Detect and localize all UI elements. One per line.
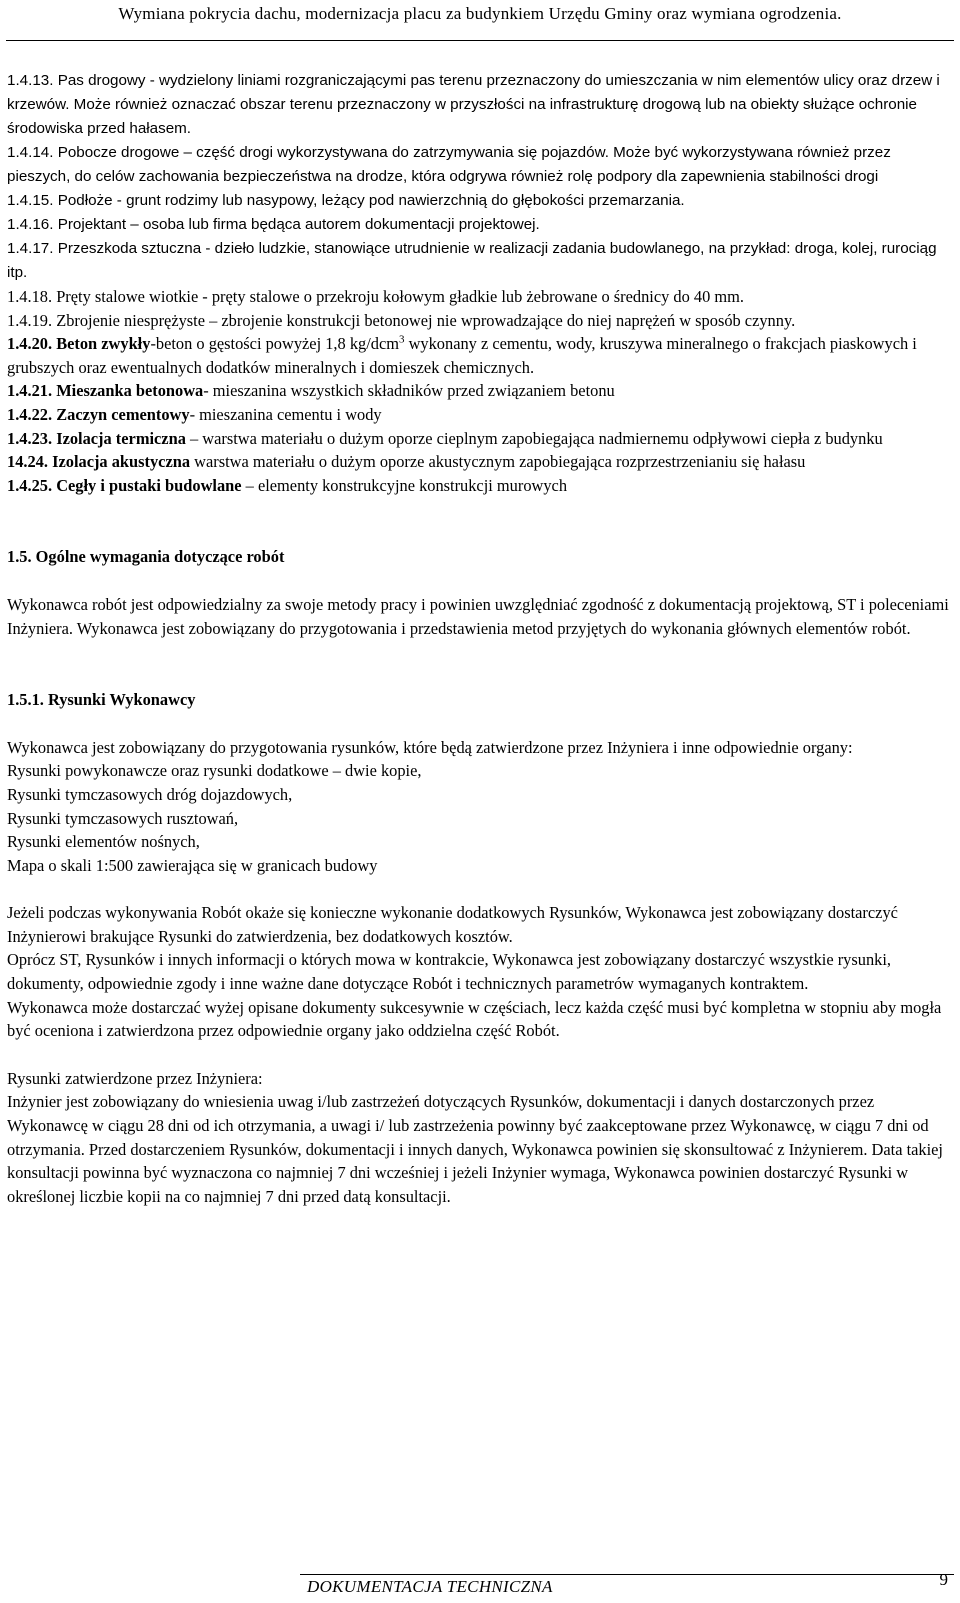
def-term: Izolacja akustyczna <box>52 452 191 472</box>
def-text: warstwa materiału o dużym oporze akustycznym zapobiegająca rozprzestrzenianiu się hałasu <box>190 452 806 472</box>
def-term: Mieszanka betonowa <box>56 381 204 401</box>
definition-14-24 <box>7 450 953 474</box>
header-rule <box>6 40 954 41</box>
def-number: 1.4.18. <box>7 287 53 306</box>
paragraph-additional-drawings: Jeżeli podczas wykonywania Robót okaże się konieczne wykonanie dodatkowych Rysunków, Wykonawca jest zobowiązany dostarczyć Inżynierowi brakujące Rysunki do zatwierdzenia, bez dodatkowych kosztów. <box>7 903 898 946</box>
def-number: 1.4.20. <box>7 334 53 354</box>
def-text: Pas drogowy - wydzielony liniami rozgraniczającymi pas terenu przeznaczony do umieszczania w nim elementów ulicy oraz drzew i krzewów. Może również oznaczać obszar terenu przeznaczony w przyszłości na infrastrukturę drogową lub na obiekty służące ochronie środowiska przed hałasem. <box>7 72 940 137</box>
definition-1-4-16 <box>7 213 953 237</box>
page-number: 9 <box>939 1570 948 1589</box>
def-text: – elementy konstrukcyjne konstrukcji murowych <box>241 475 568 495</box>
def-number: 1.4.23. <box>7 428 53 448</box>
drawings-list-item: Rysunki elementów nośnych, <box>7 832 200 852</box>
paragraph-documents: Oprócz ST, Rysunków i innych informacji o których mowa w kontrakcie, Wykonawca jest zobowiązany dostarczyć wszystkie rysunki, dokumenty, odpowiednie zgody i inne ważne dane dotyczące Robót i technicznych parametrów wymaganych kontraktem. <box>7 950 891 994</box>
drawings-intro: Wykonawca jest zobowiązany do przygotowania rysunków, które będą zatwierdzone przez Inżyniera i inne odpowiednie organy: <box>7 737 853 757</box>
def-number: 1.4.21. <box>7 381 53 401</box>
def-number: 1.4.13. <box>7 72 54 89</box>
drawings-list-item: Rysunki tymczasowych rusztowań, <box>7 808 239 828</box>
def-term: Izolacja termiczna <box>56 428 186 448</box>
definition-1-4-20 <box>7 332 953 379</box>
definition-1-4-18 <box>7 285 953 309</box>
section-heading-1-5: 1.5. Ogólne wymagania dotyczące robót <box>7 547 285 567</box>
def-number: 1.4.17. <box>7 240 54 257</box>
def-term: Cegły i pustaki budowlane <box>56 475 242 495</box>
def-text: – warstwa materiału o dużym oporze cieplnym zapobiegająca nadmiernemu odpływowi ciepła z budynku <box>185 428 883 448</box>
def-text: Pręty stalowe wiotkie - pręty stalowe o przekroju kołowym gładkie lub żebrowane o średnicy do 40 mm. <box>56 287 744 306</box>
definition-1-4-15 <box>7 189 953 213</box>
definition-1-4-23 <box>7 427 953 451</box>
definition-1-4-19 <box>7 309 953 333</box>
def-number: 14.24. <box>7 452 48 472</box>
running-header: Wymiana pokrycia dachu, modernizacja placu za budynkiem Urzędu Gminy oraz wymiana ogrodzenia. <box>118 4 842 23</box>
drawings-list-item: Rysunki powykonawcze oraz rysunki dodatkowe – dwie kopie, <box>7 761 422 781</box>
superscript: 3 <box>398 333 405 346</box>
def-text: Projektant – osoba lub firma będąca autorem dokumentacji projektowej. <box>57 216 540 233</box>
def-number: 1.4.16. <box>7 216 54 233</box>
def-number: 1.4.25. <box>7 475 53 495</box>
section-1-5-paragraph: Wykonawca robót jest odpowiedzialny za swoje metody pracy i powinien uwzględniać zgodność z dokumentacją projektową, ST i poleceniami Inżyniera. Wykonawca jest zobowiązany do przygotowania i przedstawienia metod przyjętych do wykonania głównych elementów robót. <box>7 594 949 638</box>
def-text: Zbrojenie niesprężyste – zbrojenie konstrukcji betonowej nie wprowadzające do niej naprężeń w sposób czynny. <box>56 310 796 330</box>
def-term: Zaczyn cementowy <box>56 404 190 424</box>
def-text: - mieszanina wszystkich składników przed związaniem betonu <box>203 381 615 401</box>
section-heading-1-5-1: 1.5.1. Rysunki Wykonawcy <box>7 690 196 710</box>
definition-1-4-13 <box>7 69 953 141</box>
paragraph-partial-delivery: Wykonawca może dostarczać wyżej opisane dokumenty sukcesywnie w częściach, lecz każda część musi być kompletna w stopniu aby mogła być oceniona i zatwierdzona przez odpowiednie organy jako oddzielna część Robót. <box>7 997 942 1041</box>
def-number: 1.4.14. <box>7 144 54 161</box>
def-text: Podłoże - grunt rodzimy lub nasypowy, leżący pod nawierzchnią do głębokości przemarzania. <box>57 192 685 209</box>
def-number: 1.4.19. <box>7 310 53 330</box>
definition-1-4-21 <box>7 379 953 403</box>
drawings-list-item: Rysunki tymczasowych dróg dojazdowych, <box>7 784 293 804</box>
definition-1-4-22 <box>7 403 953 427</box>
def-number: 1.4.22. <box>7 404 53 424</box>
running-footer: DOKUMENTACJA TECHNICZNA <box>307 1577 553 1596</box>
page-content <box>7 69 953 1208</box>
def-text: -beton o gęstości powyżej 1,8 kg/dcm <box>150 334 399 354</box>
def-text: Pobocze drogowe – część drogi wykorzystywana do zatrzymywania się pojazdów. Może być wykorzystywana również przez pieszych, do celów zachowania bezpieczeństwa na drodze, która odgrywa również rolę podpory dla zapewnienia stabilności drogi <box>7 144 891 185</box>
def-number: 1.4.15. <box>7 192 54 209</box>
paragraph-engineer-review: Inżynier jest zobowiązany do wniesienia uwag i/lub zastrzeżeń dotyczących Rysunków, dokumentacji i danych dostarczonych przez Wykonawcę w ciągu 28 dni od ich otrzymania, a uwagi i/ lub zastrzeżenia powinny być zaakceptowane przez Wykonawcę, w ciągu 7 dni od otrzymania. Przed dostarczeniem Rysunków, dokumentacji i innych danych, Wykonawca powinien się skonsultować z Inżynierem. Data takiej konsultacji powinna być wyznaczona co najmniej 7 dni wcześniej i jeżeli Inżynier wymaga, Wykonawca powinien dostarczyć Rysunki w określonej liczbie kopii na co najmniej 7 dni przed datą konsultacji. <box>7 1092 943 1206</box>
footer-rule <box>300 1574 954 1575</box>
def-text: - mieszanina cementu i wody <box>189 404 382 424</box>
definition-1-4-25 <box>7 474 953 498</box>
definition-1-4-17 <box>7 237 953 285</box>
subheading-approved-drawings: Rysunki zatwierdzone przez Inżyniera: <box>7 1068 263 1088</box>
def-term: Beton zwykły <box>56 334 151 354</box>
def-text: wykonany z cementu, wody, kruszywa mineralnego o frakcjach piaskowych i grubszych oraz ewentualnych dodatków mineralnych i domieszek chemicznych. <box>7 334 917 377</box>
def-text: Przeszkoda sztuczna - dzieło ludzkie, stanowiące utrudnienie w realizacji zadania budowlanego, na przykład: droga, kolej, rurociąg itp. <box>7 240 937 281</box>
definition-1-4-14 <box>7 141 953 189</box>
drawings-list-item: Mapa o skali 1:500 zawierająca się w granicach budowy <box>7 855 378 875</box>
